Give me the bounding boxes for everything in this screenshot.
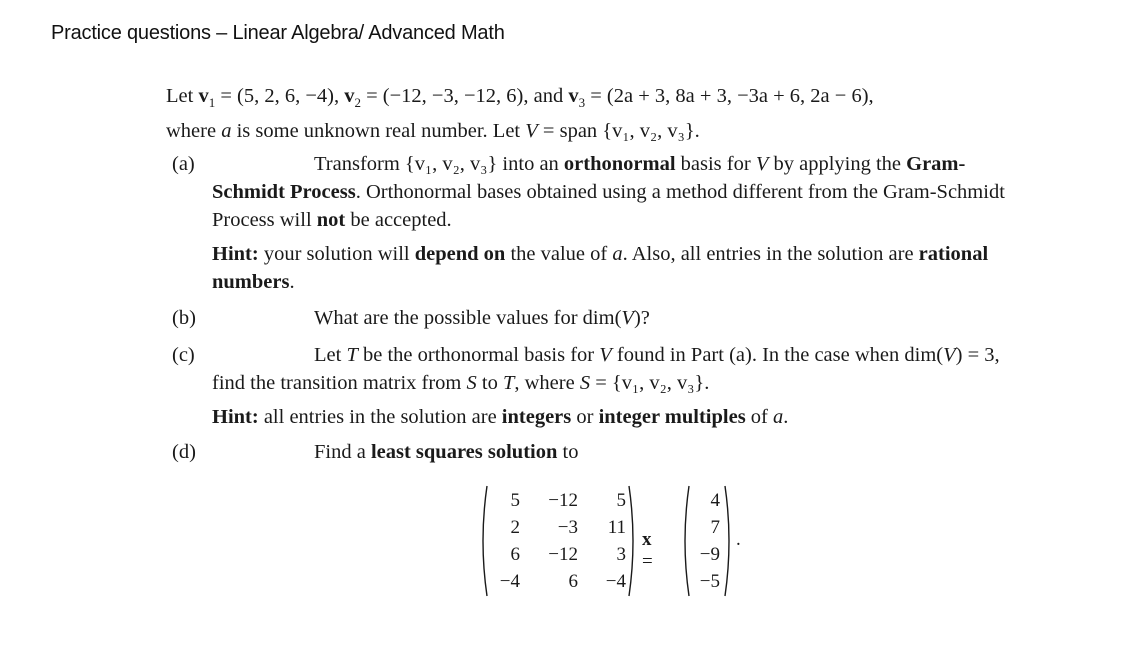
part-a-V: V bbox=[755, 153, 769, 175]
part-c-T: T bbox=[346, 344, 358, 366]
matrix-col-3 bbox=[586, 487, 626, 595]
intro-line-2 bbox=[166, 117, 1036, 145]
v3-sub: 3 bbox=[578, 95, 586, 111]
part-c-V: V bbox=[599, 344, 612, 366]
part-a-hint-depend: depend on bbox=[414, 243, 506, 265]
matrix-cell: −4 bbox=[499, 571, 520, 592]
part-a-t5: . Orthonormal bases obtained using a method different from the Gram-Schmidt Process will bbox=[212, 181, 1005, 231]
intro-unknown: is some unknown real number. Let bbox=[236, 120, 521, 143]
part-c-hint-label: Hint: bbox=[212, 406, 259, 428]
part-a-t1: Transform {v₁, v₂, v₃} into an bbox=[314, 153, 559, 175]
problem-document bbox=[166, 82, 1036, 463]
part-a-hint bbox=[212, 240, 1014, 296]
part-a-label: (a) bbox=[172, 153, 195, 175]
matrix-cell: 6 bbox=[510, 544, 520, 565]
intro-where: where bbox=[166, 120, 217, 143]
part-a-hint-t1: your solution will bbox=[263, 243, 410, 265]
part-a-hint-t3: . Also, all entries in the solution are bbox=[622, 243, 914, 265]
v2-sub: 2 bbox=[354, 95, 361, 111]
part-c-hint-t3: of bbox=[750, 406, 768, 428]
matrix-col-2 bbox=[532, 487, 578, 595]
rhs-cell: −9 bbox=[699, 544, 720, 565]
part-b-body bbox=[212, 304, 1014, 332]
part-c-V2: V bbox=[943, 344, 956, 366]
part-a-gram-schmidt: Gram-Schmidt Process bbox=[212, 153, 966, 203]
part-c-S2: S bbox=[579, 372, 591, 394]
part-c-text bbox=[212, 341, 1014, 397]
part-c-t6: , where bbox=[514, 372, 575, 394]
part-a-body bbox=[212, 150, 1014, 296]
part-c-hint-t1: all entries in the solution are bbox=[263, 406, 497, 428]
matrix-cell: 6 bbox=[568, 571, 578, 592]
part-d-t1: Find a bbox=[314, 441, 366, 463]
matrix-cell: 3 bbox=[616, 544, 626, 565]
part-c-hint-multiples: integer multiples bbox=[598, 406, 746, 428]
part-a-t2: basis for bbox=[680, 153, 751, 175]
part-c-hint-a: a bbox=[773, 406, 784, 428]
part-b-t2: )? bbox=[633, 307, 650, 329]
v3-value: = (2a + 3, 8a + 3, −3a + 6, 2a − 6), bbox=[590, 85, 874, 107]
matrix-col-1 bbox=[488, 487, 520, 595]
page-title: Practice questions – Linear Algebra/ Advanced Math bbox=[51, 22, 505, 44]
matrix-cell: −4 bbox=[605, 571, 626, 592]
part-a-hint-rational: rational numbers bbox=[212, 243, 989, 293]
x-equals bbox=[642, 529, 653, 573]
part-a-hint-t4: . bbox=[289, 271, 295, 293]
part-c-t1: Let bbox=[314, 344, 342, 366]
part-c-t4: ) = 3, find the transition matrix from bbox=[212, 344, 1000, 394]
intro-span: = span {v₁, v₂, v₃}. bbox=[542, 120, 700, 143]
v1-value: = (5, 2, 6, −4), bbox=[220, 85, 340, 107]
equals-sign: = bbox=[642, 551, 653, 572]
part-b-V: V bbox=[621, 307, 634, 329]
part-d-text bbox=[212, 438, 1014, 466]
v1-sub: 1 bbox=[208, 95, 216, 111]
part-c-hint-integers: integers bbox=[501, 406, 572, 428]
rhs-left-paren bbox=[680, 485, 690, 597]
part-a-t3: by applying the bbox=[773, 153, 902, 175]
part-a-hint-a: a bbox=[612, 243, 623, 265]
part-c-hint-t2: or bbox=[576, 406, 594, 428]
v1-name: v bbox=[198, 85, 209, 107]
part-b-label: (b) bbox=[172, 307, 196, 329]
v2-name: v bbox=[344, 85, 355, 107]
part-a-orthonormal: orthonormal bbox=[563, 153, 676, 175]
rhs-right-paren bbox=[724, 485, 734, 597]
matrix-cell: 11 bbox=[607, 517, 626, 538]
rhs-vector bbox=[690, 487, 720, 595]
part-c-hint bbox=[212, 403, 1014, 431]
part-d-body bbox=[212, 438, 1014, 466]
matrix-cell: −12 bbox=[548, 490, 578, 511]
v3-name: v bbox=[568, 85, 579, 107]
rhs-cell: −5 bbox=[699, 571, 720, 592]
matrix-right-paren bbox=[628, 485, 638, 597]
intro-V: V bbox=[525, 120, 538, 143]
intro-a: a bbox=[221, 120, 232, 143]
part-c-hint-t4: . bbox=[783, 406, 789, 428]
part-c-t7: = {v₁, v₂, v₃}. bbox=[595, 372, 710, 394]
equation-period: . bbox=[736, 529, 741, 550]
part-a-text bbox=[212, 150, 1014, 234]
part-a-t6: be accepted. bbox=[350, 209, 452, 231]
matrix-cell: −12 bbox=[548, 544, 578, 565]
part-c-S: S bbox=[466, 372, 477, 394]
part-b-t1: What are the possible values for dim( bbox=[314, 307, 622, 329]
part-d-label: (d) bbox=[172, 441, 196, 463]
part-c-T2: T bbox=[502, 372, 515, 394]
part-a-hint-label: Hint: bbox=[212, 243, 259, 265]
part-c-t3: found in Part (a). In the case when dim( bbox=[616, 344, 944, 366]
v2-value: = (−12, −3, −12, 6), and bbox=[366, 85, 564, 107]
intro-line-1 bbox=[166, 82, 1036, 117]
matrix-cell: 5 bbox=[616, 490, 626, 511]
part-b-text bbox=[212, 304, 1014, 332]
part-a-not: not bbox=[316, 209, 346, 231]
matrix-cell: −3 bbox=[557, 517, 578, 538]
rhs-cell: 4 bbox=[710, 490, 720, 511]
part-c-t2: be the orthonormal basis for bbox=[362, 344, 595, 366]
part-a-hint-t2: the value of bbox=[510, 243, 608, 265]
x-vector: x bbox=[642, 529, 652, 550]
part-c-label: (c) bbox=[172, 344, 195, 366]
rhs-cell: 7 bbox=[710, 517, 720, 538]
matrix-left-paren bbox=[478, 485, 488, 597]
intro-let: Let bbox=[166, 85, 194, 107]
matrix-cell: 2 bbox=[510, 517, 520, 538]
part-c-body bbox=[212, 341, 1014, 431]
part-d-t2: to bbox=[562, 441, 579, 463]
part-d-least-squares: least squares solution bbox=[370, 441, 558, 463]
matrix-cell: 5 bbox=[510, 490, 520, 511]
part-c-t5: to bbox=[481, 372, 498, 394]
